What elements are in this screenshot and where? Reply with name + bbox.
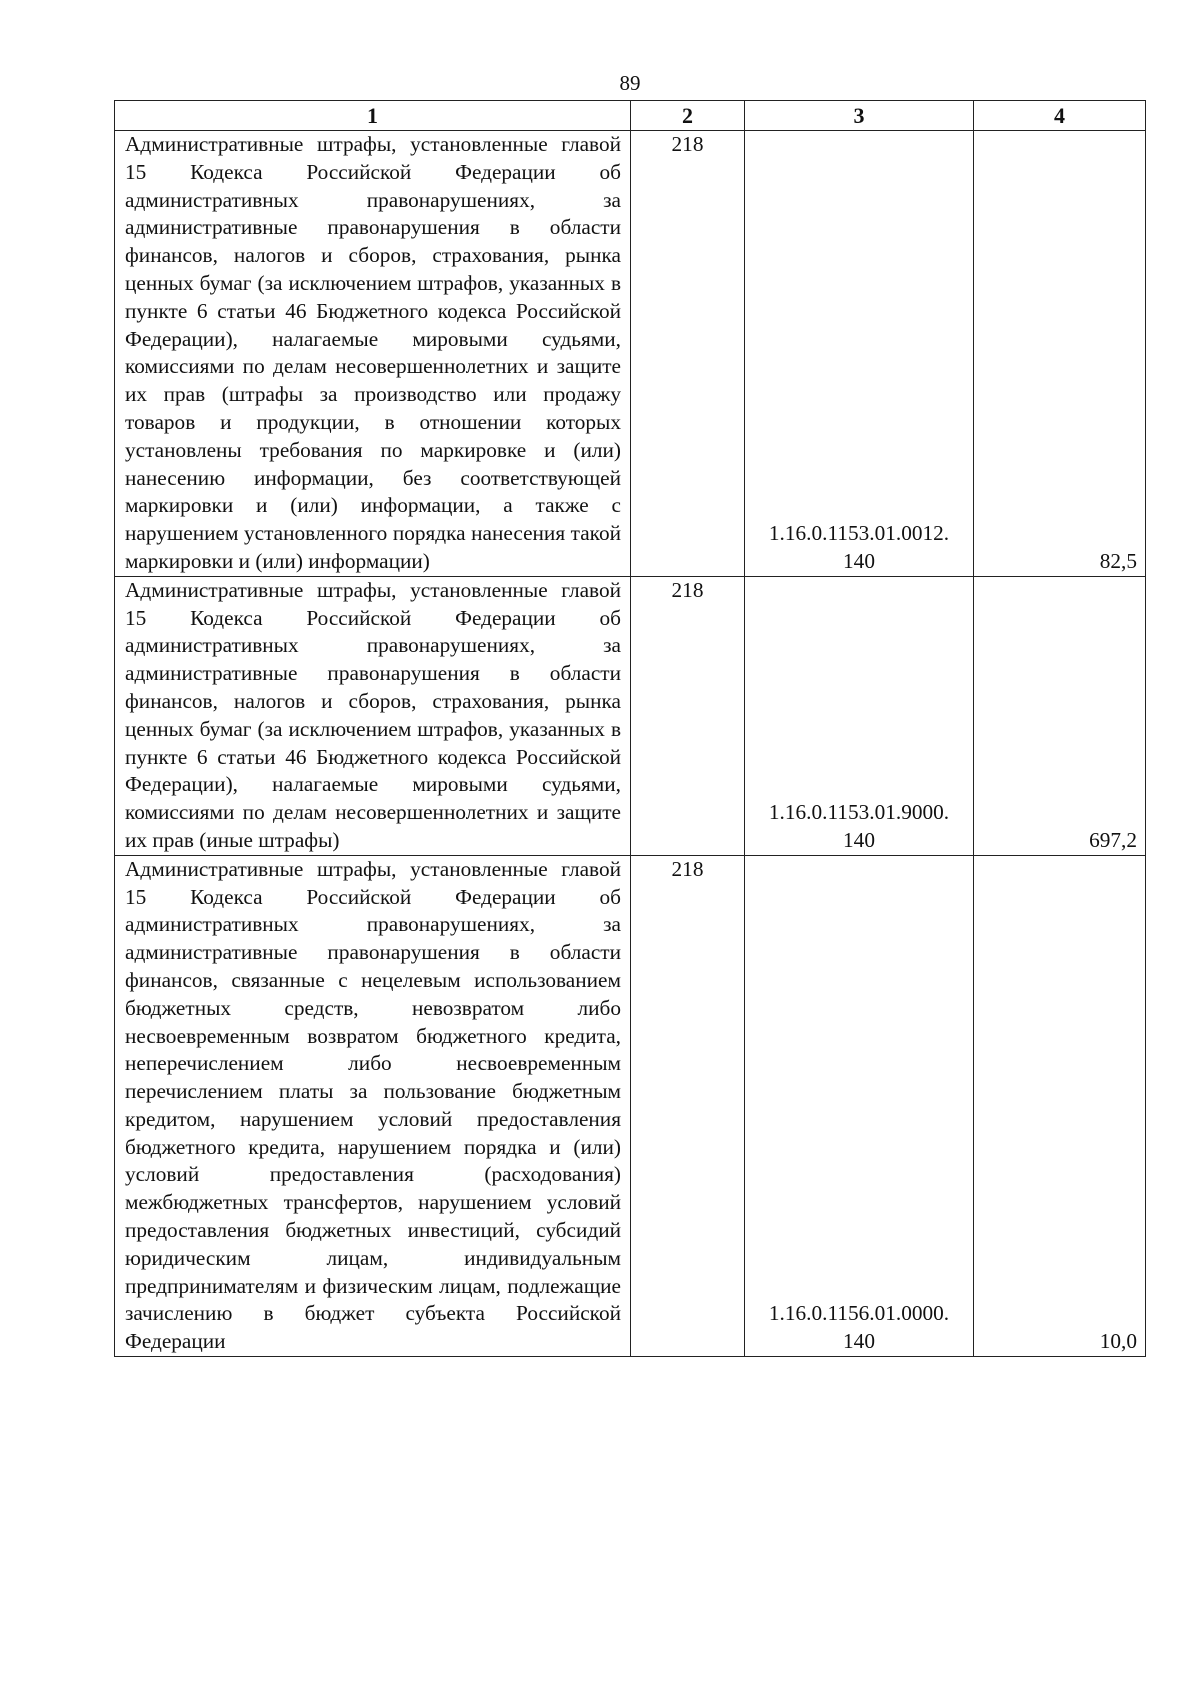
table-row xyxy=(115,855,1146,1356)
revenue-description: Административные штрафы, установленные главой 15 Кодекса Российской Федерации об административных правонарушениях, за административные правонарушения в области финансов, связанные с нецелевым использованием бюджетных средств, невозвратом либо несвоевременным возвратом бюджетного кредита, неперечислением либо несвоевременным перечислением платы за пользование бюджетным кредитом, нарушением условий предоставления бюджетного кредита, нарушением порядка и (или) условий предоставления (расходования) межбюджетных трансфертов, нарушением условий предоставления бюджетных инвестиций, субсидий юридическим лицам, индивидуальным предпринимателям и физическим лицам, подлежащие зачислению в бюджет субъекта Российской Федерации xyxy=(115,855,631,1356)
column-header-1: 1 xyxy=(115,101,631,131)
administrator-code: 218 xyxy=(631,576,745,855)
administrator-code: 218 xyxy=(631,131,745,577)
column-header-3: 3 xyxy=(745,101,974,131)
classification-code xyxy=(745,855,974,1356)
classification-code xyxy=(745,576,974,855)
table-row xyxy=(115,576,1146,855)
revenue-description: Административные штрафы, установленные главой 15 Кодекса Российской Федерации об административных правонарушениях, за административные правонарушения в области финансов, налогов и сборов, страхования, рынка ценных бумаг (за исключением штрафов, указанных в пункте 6 статьи 46 Бюджетного кодекса Российской Федерации), налагаемые мировыми судьями, комиссиями по делам несовершеннолетних и защите их прав (иные штрафы) xyxy=(115,576,631,855)
administrator-code: 218 xyxy=(631,855,745,1356)
table-row xyxy=(115,131,1146,577)
column-header-4: 4 xyxy=(974,101,1146,131)
page-number: 89 xyxy=(619,71,641,95)
amount: 10,0 xyxy=(974,855,1146,1356)
amount: 82,5 xyxy=(974,131,1146,577)
column-header-2: 2 xyxy=(631,101,745,131)
classification-code-line2: 140 xyxy=(843,1329,875,1354)
classification-code xyxy=(745,131,974,577)
amount: 697,2 xyxy=(974,576,1146,855)
classification-code-line1: 1.16.0.1153.01.9000. xyxy=(768,800,950,825)
budget-revenue-table xyxy=(114,100,1146,1357)
table-header-row xyxy=(115,101,1146,131)
classification-code-line2: 140 xyxy=(843,548,875,573)
revenue-description: Административные штрафы, установленные главой 15 Кодекса Российской Федерации об административных правонарушениях, за административные правонарушения в области финансов, налогов и сборов, страхования, рынка ценных бумаг (за исключением штрафов, указанных в пункте 6 статьи 46 Бюджетного кодекса Российской Федерации), налагаемые мировыми судьями, комиссиями по делам несовершеннолетних и защите их прав (штрафы за производство или продажу товаров и продукции, в отношении которых установлены требования по маркировке и (или) нанесению информации, без соответствующей маркировки и (или) информации, а также с нарушением установленного порядка нанесения такой маркировки и (или) информации) xyxy=(115,131,631,577)
classification-code-line2: 140 xyxy=(843,827,875,852)
classification-code-line1: 1.16.0.1153.01.0012. xyxy=(768,521,950,546)
classification-code-line1: 1.16.0.1156.01.0000. xyxy=(768,1301,950,1326)
